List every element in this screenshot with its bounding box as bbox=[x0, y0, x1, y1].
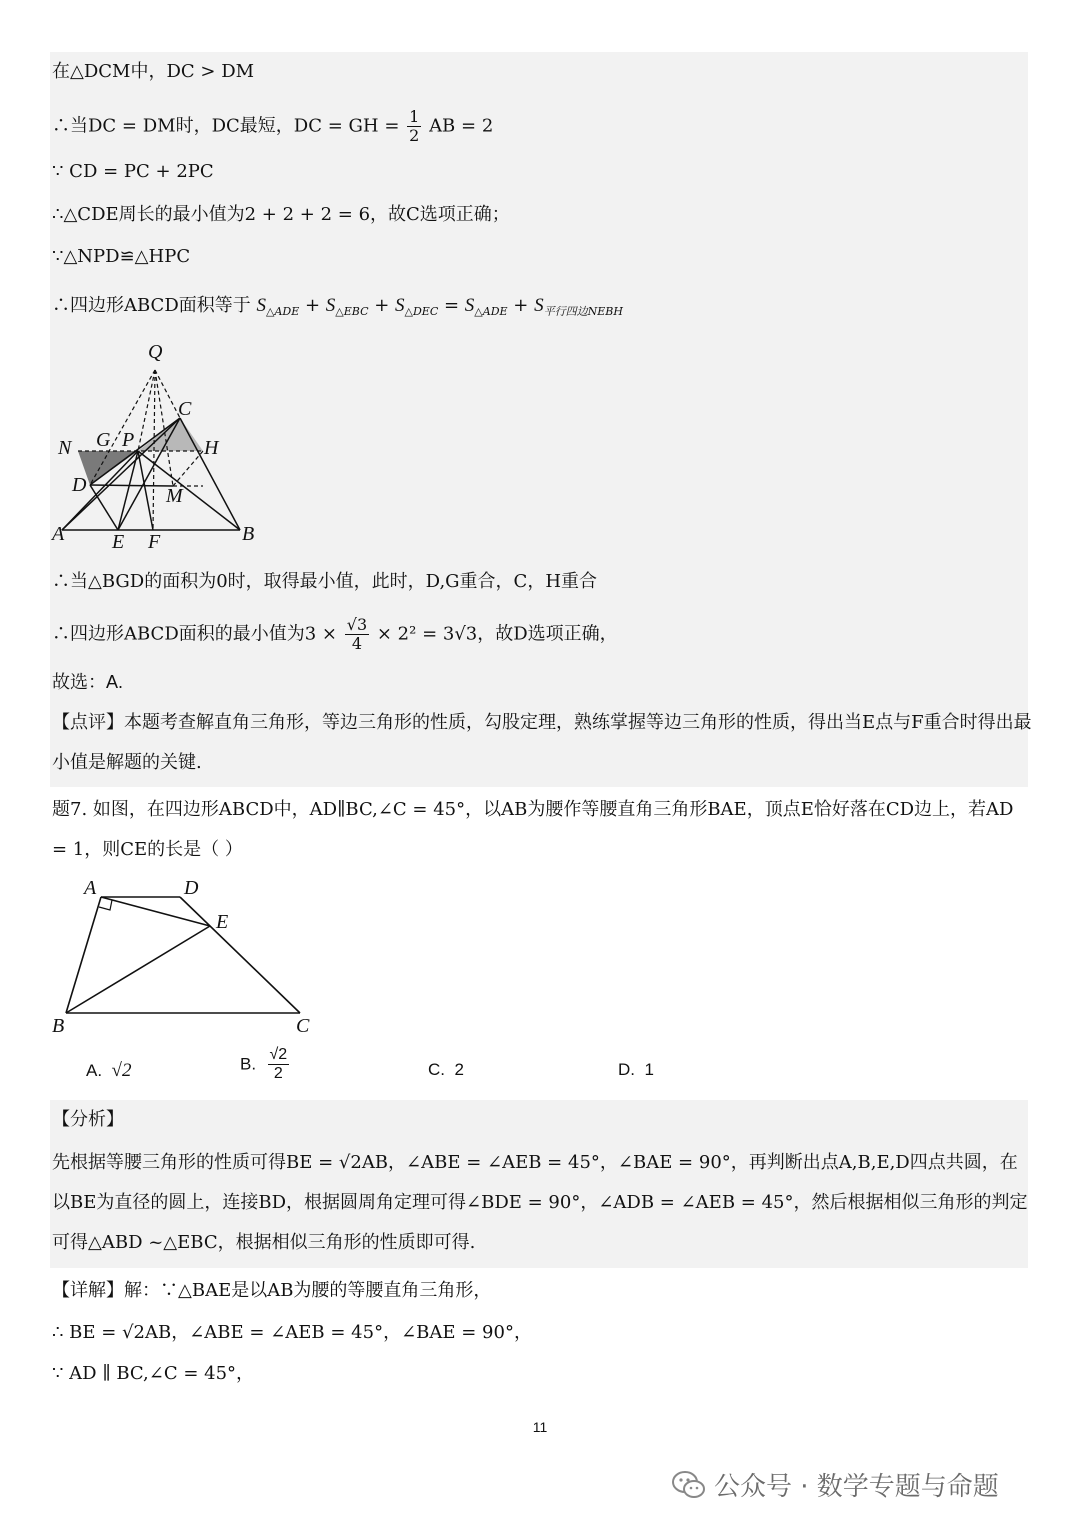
analysis-text: 先根据等腰三角形的性质可得BE = √2AB，∠ABE = ∠AEB = 45°，∠BAE = 90°，再判断出点A,B,E,D四点共圆，在以BE为直径的圆上，连接BD，根据圆周角定理可得∠BDE = 90°，∠ADB = ∠AEB = 45°，然后根据相似三角形的判定可得△ABD ~△EBC，根据相似三角形的性质即可得. bbox=[52, 1152, 1028, 1253]
line-4 bbox=[52, 203, 510, 227]
fraction-sqrt3-den: 4 bbox=[351, 634, 363, 653]
line-3-text: ∵ CD = PC + 2PC bbox=[52, 161, 214, 182]
option-b-num: √2 bbox=[269, 1046, 288, 1063]
area-s1-sub: △ADE bbox=[266, 305, 300, 318]
label-a: A bbox=[52, 523, 65, 545]
area-s2-sub: △EBC bbox=[335, 305, 369, 318]
option-b[interactable] bbox=[240, 1046, 291, 1083]
label2-e: E bbox=[216, 911, 229, 933]
label-p: P bbox=[122, 429, 135, 451]
area-s5: S bbox=[534, 295, 544, 316]
option-b-den: 2 bbox=[273, 1065, 283, 1082]
label-m: M bbox=[166, 485, 183, 507]
option-c-label: C. bbox=[428, 1060, 445, 1079]
fraction-half bbox=[407, 108, 421, 145]
area-s4-sub: △ADE bbox=[474, 305, 508, 318]
line-5 bbox=[52, 245, 190, 269]
analysis-heading-text: 【分析】 bbox=[52, 1109, 124, 1130]
label-g: G bbox=[96, 429, 111, 451]
plus-3: + bbox=[507, 295, 535, 316]
detail-line-2 bbox=[52, 1321, 532, 1345]
detail-line-2-text: ∴ BE = √2AB，∠ABE = ∠AEB = 45°，∠BAE = 90°， bbox=[52, 1322, 532, 1343]
label2-d: D bbox=[184, 877, 199, 899]
label-q: Q bbox=[148, 341, 163, 363]
line-7-text: ∴当△BGD的面积为0时，取得最小值，此时，D,G重合，C，H重合 bbox=[52, 571, 598, 592]
option-d-value: 1 bbox=[644, 1060, 654, 1079]
detail-line-1-text: 【详解】解：∵△BAE是以AB为腰的等腰直角三角形， bbox=[52, 1280, 492, 1301]
label-b: B bbox=[242, 523, 255, 545]
line-8-text-a: ∴四边形ABCD面积的最小值为3 × bbox=[52, 623, 338, 645]
detail-line-1 bbox=[52, 1279, 491, 1303]
area-s4: S bbox=[464, 295, 475, 316]
line-5-text: ∵△NPD≌△HPC bbox=[52, 246, 191, 267]
wechat-icon bbox=[672, 1470, 706, 1500]
plus-2: + bbox=[368, 295, 396, 316]
label-d: D bbox=[72, 474, 87, 496]
fraction-half-num: 1 bbox=[409, 107, 420, 126]
page-number: 11 bbox=[532, 1419, 548, 1435]
area-s2: S bbox=[325, 295, 336, 316]
line-4-text: ∴△CDE周长的最小值为2 + 2 + 2 = 6，故C选项正确； bbox=[52, 204, 510, 225]
question-7-text: 题7. 如图，在四边形ABCD中，AD∥BC,∠C = 45°，以AB为腰作等腰直角三角形BAE，顶点E恰好落在CD边上，若AD = 1，则CE的长是（ ） bbox=[52, 799, 1014, 860]
label-f: F bbox=[148, 531, 161, 553]
line-2-text-b: AB = 2 bbox=[429, 115, 494, 137]
area-s5-sub: 平行四边NEBH bbox=[543, 305, 623, 318]
option-b-label: B. bbox=[240, 1054, 257, 1074]
line-9 bbox=[52, 670, 123, 694]
label-h: H bbox=[204, 437, 219, 459]
comment-text: 【点评】本题考查解直角三角形，等边三角形的性质，勾股定理，熟练掌握等边三角形的性质，得出当E点与F重合时得出最小值是解题的关键. bbox=[52, 712, 1032, 773]
area-s3: S bbox=[395, 295, 405, 316]
figure-trapezoid bbox=[48, 872, 328, 1042]
option-a-value: √2 bbox=[111, 1060, 132, 1081]
line-1-text: 在△DCM中，DC > DM bbox=[52, 61, 255, 82]
line-6-text: ∴四边形ABCD面积等于 bbox=[52, 295, 251, 316]
equals: = bbox=[438, 295, 465, 316]
analysis-paragraph bbox=[52, 1143, 1032, 1263]
analysis-heading bbox=[52, 1108, 124, 1132]
detail-line-3 bbox=[52, 1362, 254, 1386]
watermark-text: 公众号 · 数学专题与命题 bbox=[714, 1472, 999, 1502]
label-c: C bbox=[178, 398, 192, 420]
comment-paragraph bbox=[52, 703, 1032, 783]
line-1 bbox=[52, 60, 254, 84]
line-9-text: 故选：A. bbox=[52, 672, 124, 692]
option-c-value: 2 bbox=[454, 1060, 464, 1079]
label2-b: B bbox=[52, 1015, 65, 1037]
detail-line-3-text: ∵ AD ∥ BC,∠C = 45°， bbox=[52, 1363, 255, 1384]
option-a[interactable] bbox=[86, 1060, 131, 1082]
option-d[interactable] bbox=[618, 1060, 654, 1080]
option-d-label: D. bbox=[618, 1060, 635, 1079]
area-s3-sub: △DEC bbox=[404, 305, 439, 318]
fraction-half-den: 2 bbox=[409, 126, 420, 145]
fraction-sqrt3-num: √3 bbox=[346, 615, 368, 634]
fraction-sqrt3-4 bbox=[345, 616, 369, 653]
area-s1: S bbox=[256, 295, 266, 316]
line-2 bbox=[52, 108, 493, 145]
option-a-label: A. bbox=[86, 1061, 103, 1080]
line-7 bbox=[52, 570, 597, 594]
label-n: N bbox=[58, 437, 72, 459]
watermark bbox=[672, 1466, 999, 1503]
line-8-text-b: × 2² = 3√3，故D选项正确， bbox=[376, 623, 618, 645]
line-8 bbox=[52, 616, 618, 653]
question-7 bbox=[52, 790, 1032, 870]
line-2-text-a: ∴当DC = DM时，DC最短，DC = GH = bbox=[52, 115, 400, 137]
label2-a: A bbox=[84, 877, 97, 899]
figure-pyramid bbox=[50, 338, 270, 553]
option-c[interactable] bbox=[428, 1060, 464, 1080]
plus-1: + bbox=[299, 295, 326, 316]
label-e: E bbox=[112, 531, 125, 553]
option-b-fraction bbox=[268, 1046, 290, 1083]
label2-c: C bbox=[296, 1015, 310, 1037]
line-3 bbox=[52, 160, 214, 184]
line-6 bbox=[52, 294, 623, 324]
